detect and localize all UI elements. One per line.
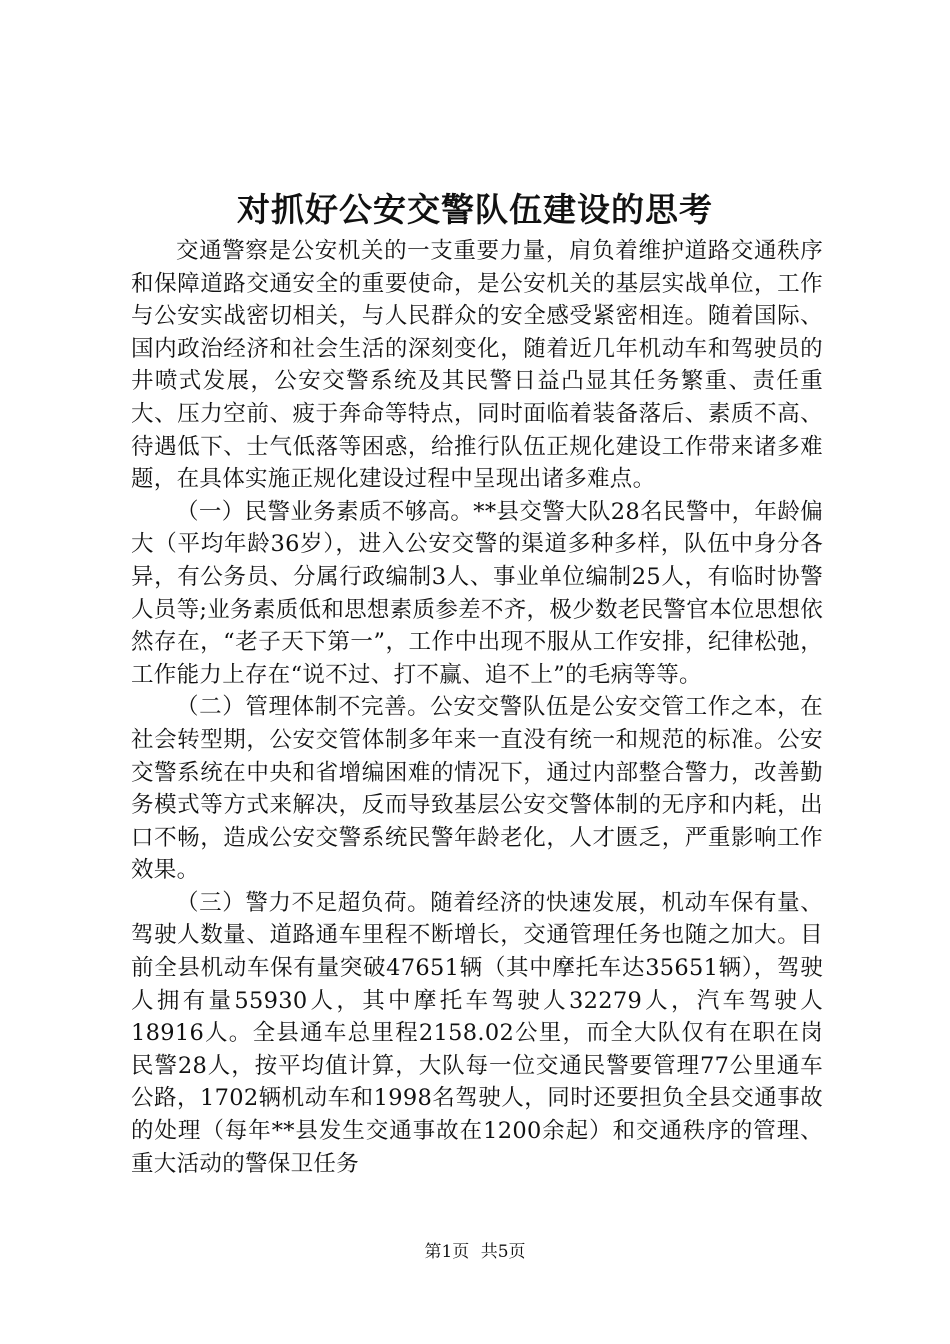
paragraph-intro: 交通警察是公安机关的一支重要力量，肩负着维护道路交通秩序和保障道路交通安全的重要使命，是公安机关的基层实战单位，工作与公安实战密切相关，与人民群众的安全感受紧密相连。随着国际、国内政治经济和社会生活的深刻变化，随着近几年机动车和驾驶员的井喷式发展，公安交警系统及其民警日益凸显其任务繁重、责任重大、压力空前、疲于奔命等特点，同时面临着装备落后、素质不高、待遇低下、士气低落等困惑，给推行队伍正规化建设工作带来诸多难题，在具体实施正规化建设过程中呈现出诸多难点。	[131, 238, 823, 493]
document-body	[131, 235, 823, 1180]
page-total: 共5页	[480, 1242, 526, 1262]
paragraph-section-3: （三）警力不足超负荷。随着经济的快速发展，机动车保有量、驾驶人数量、道路通车里程不断增长，交通管理任务也随之加大。目前全县机动车保有量突破47651辆（其中摩托车达35651辆），驾驶人拥有量55930人，其中摩托车驾驶人32279人，汽车驾驶人18916人。全县通车总里程2158.02公里，而全大队仅有在职在岗民警28人，按平均值计算，大队每一位交通民警要管理77公里通车公路，1702辆机动车和1998名驾驶人，同时还要担负全县交通事故的处理（每年**县发生交通事故在1200余起）和交通秩序的管理、重大活动的警保卫任务	[131, 889, 823, 1177]
document-title: 对抓好公安交警队伍建设的思考	[237, 190, 713, 229]
paragraph-section-1: （一）民警业务素质不够高。**县交警大队28名民警中，年龄偏大（平均年龄36岁），进入公安交警的渠道多种多样，队伍中身分各异，有公务员、分属行政编制3人、事业单位编制25人，有临时协警人员等;业务素质低和思想素质参差不齐，极少数老民警官本位思想依然存在，“老子天下第一”，工作中出现不服从工作安排，纪律松弛，工作能力上存在“说不过、打不赢、追不上”的毛病等等。	[131, 498, 823, 688]
page-footer	[0, 1240, 950, 1264]
paragraph-section-2: （二）管理体制不完善。公安交警队伍是公安交管工作之本，在社会转型期，公安交管体制多年来一直没有统一和规范的标准。公安交警系统在中央和省增编困难的情况下，通过内部整合警力，改善勤务模式等方式来解决，反而导致基层公安交警体制的无序和内耗，出口不畅，造成公安交警系统民警年龄老化，人才匮乏，严重影响工作效果。	[131, 694, 823, 884]
page-number: 第1页	[424, 1242, 470, 1262]
